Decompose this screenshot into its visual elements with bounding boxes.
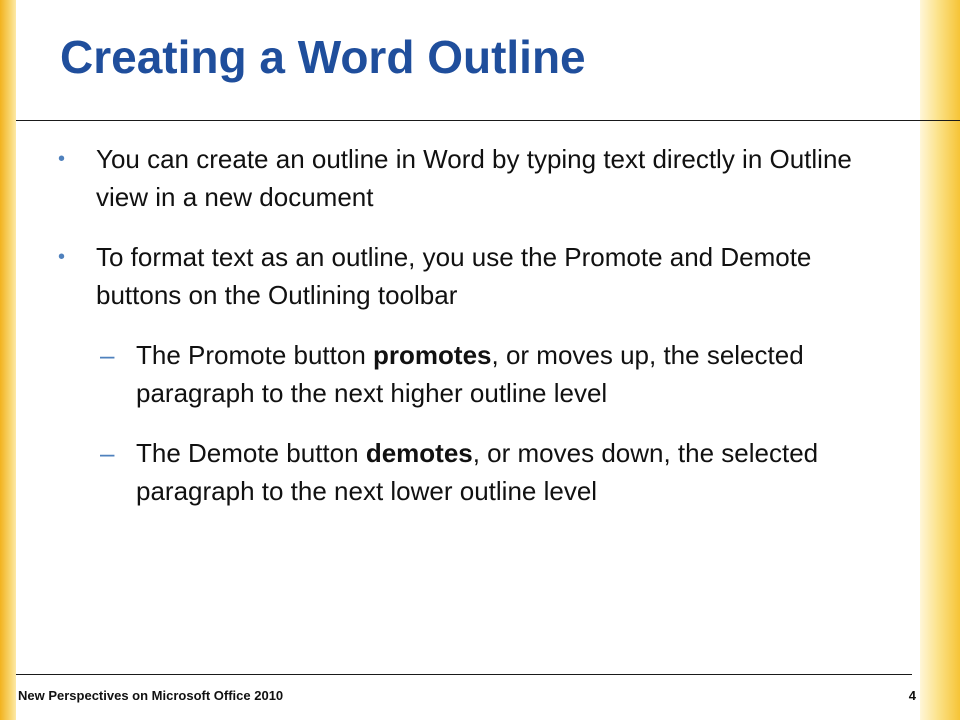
dash-marker: –: [100, 340, 115, 370]
bullet-item: [58, 140, 886, 216]
bullet-marker: •: [58, 148, 66, 170]
bullet-marker: •: [58, 246, 66, 268]
bullet-text: To format text as an outline, you use the Promote and Demote buttons on the Outlining toolbar: [96, 242, 812, 310]
sub-bullet-text-before: The Demote button: [136, 438, 366, 468]
page-number: 4: [908, 688, 916, 703]
sub-bullet-item: [100, 336, 916, 412]
sub-bullet-keyword: promotes: [373, 340, 492, 370]
slide-title: Creating a Word Outline: [60, 31, 586, 83]
sub-bullet-item: [100, 434, 916, 510]
bullet-text: You can create an outline in Word by typing text directly in Outline view in a new document: [96, 144, 852, 212]
sub-bullet-text-before: The Promote button: [136, 340, 374, 370]
footer-divider: [16, 674, 912, 675]
footer-text: New Perspectives on Microsoft Office 2010: [18, 688, 284, 703]
bullet-item: [58, 238, 886, 314]
sub-bullet-text-after: , or moves up, the selected paragraph to the next higher outline level: [136, 340, 804, 408]
sub-bullet-keyword: demotes: [365, 438, 473, 468]
dash-marker: –: [100, 438, 115, 468]
sub-bullet-text-after: , or moves down, the selected paragraph to the next lower outline level: [136, 438, 819, 506]
